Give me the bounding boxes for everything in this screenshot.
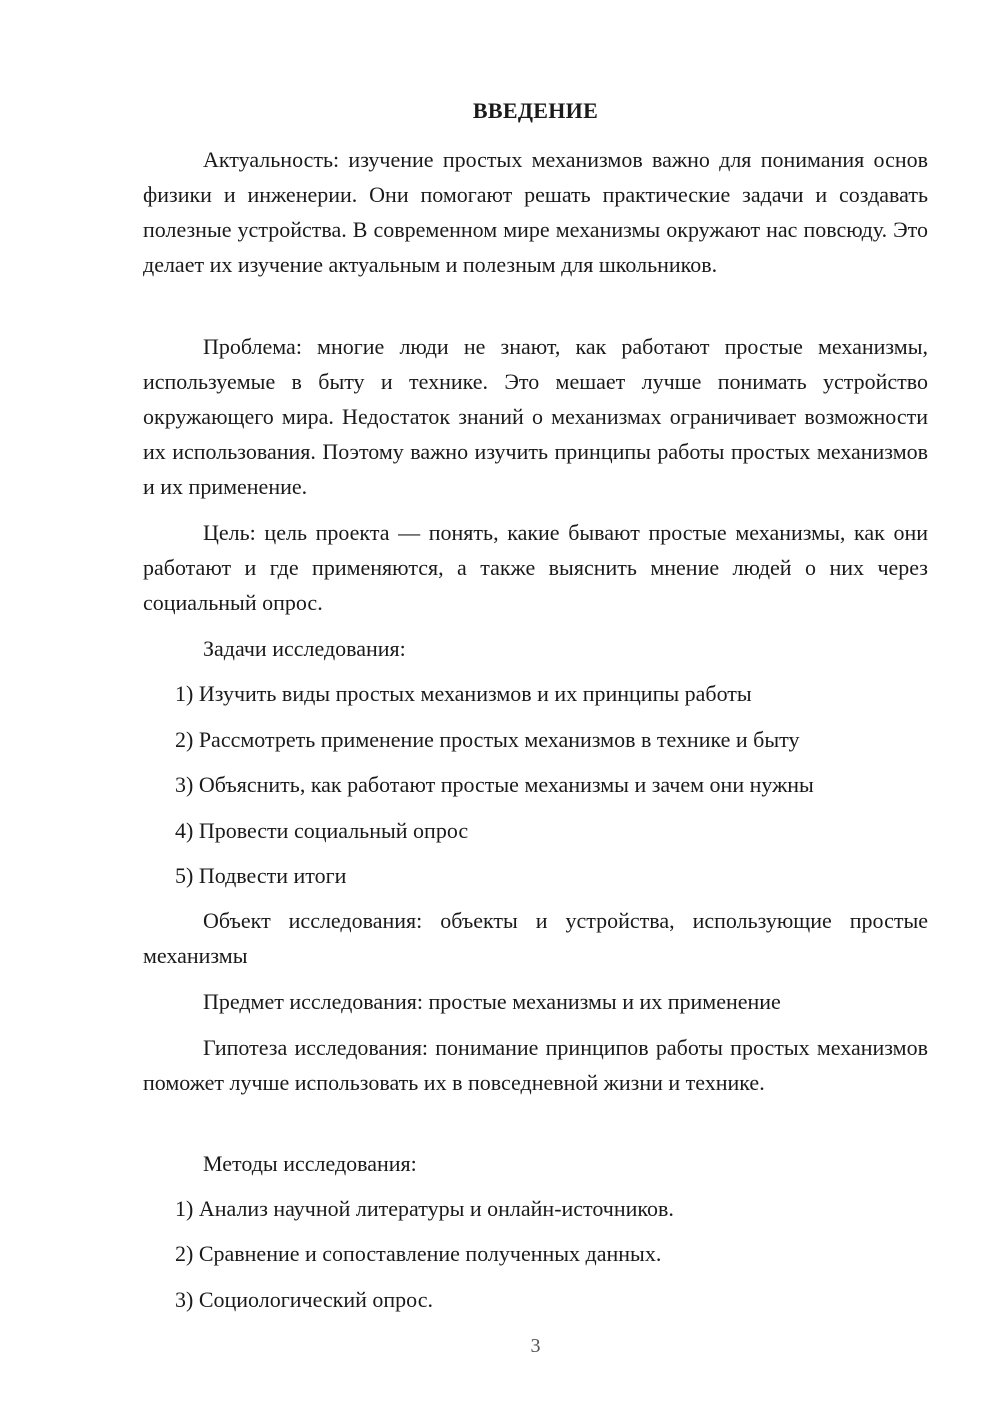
paragraph-problem: Проблема: многие люди не знают, как работают простые механизмы, используемые в быту и технике. Это мешает лучше понимать устройство окружающего мира. Недостаток знаний о механизмах ограничивает возможности их использования. Поэтому важно изучить принципы работы простых механизмов и их применение. <box>143 334 928 499</box>
method-item-3: 3) Социологический опрос. <box>175 1287 433 1312</box>
paragraph-hypothesis: Гипотеза исследования: понимание принципов работы простых механизмов поможет лучше использовать их в повседневной жизни и технике. <box>143 1035 928 1095</box>
method-item-1: 1) Анализ научной литературы и онлайн-источников. <box>175 1196 674 1221</box>
tasks-heading: Задачи исследования: <box>203 636 406 661</box>
document-page <box>143 0 928 1414</box>
methods-heading: Методы исследования: <box>203 1151 417 1176</box>
section-title: ВВЕДЕНИЕ <box>472 98 599 123</box>
page-number: 3 <box>530 1335 541 1357</box>
method-item-2: 2) Сравнение и сопоставление полученных данных. <box>175 1241 662 1266</box>
task-item-2: 2) Рассмотреть применение простых механизмов в технике и быту <box>175 727 800 752</box>
task-item-3: 3) Объяснить, как работают простые механизмы и зачем они нужны <box>175 772 814 797</box>
paragraph-object: Объект исследования: объекты и устройства, использующие простые механизмы <box>143 908 928 968</box>
paragraph-relevance: Актуальность: изучение простых механизмов важно для понимания основ физики и инженерии. Они помогают решать практические задачи и создавать полезные устройства. В современном мире механизмы окружают нас повсюду. Это делает их изучение актуальным и полезным для школьников. <box>143 147 928 277</box>
task-item-1: 1) Изучить виды простых механизмов и их принципы работы <box>175 681 752 706</box>
task-item-5: 5) Подвести итоги <box>175 863 347 888</box>
paragraph-goal: Цель: цель проекта — понять, какие бывают простые механизмы, как они работают и где применяются, а также выяснить мнение людей о них через социальный опрос. <box>143 520 928 615</box>
paragraph-subject: Предмет исследования: простые механизмы и их применение <box>203 989 781 1014</box>
task-item-4: 4) Провести социальный опрос <box>175 818 469 843</box>
